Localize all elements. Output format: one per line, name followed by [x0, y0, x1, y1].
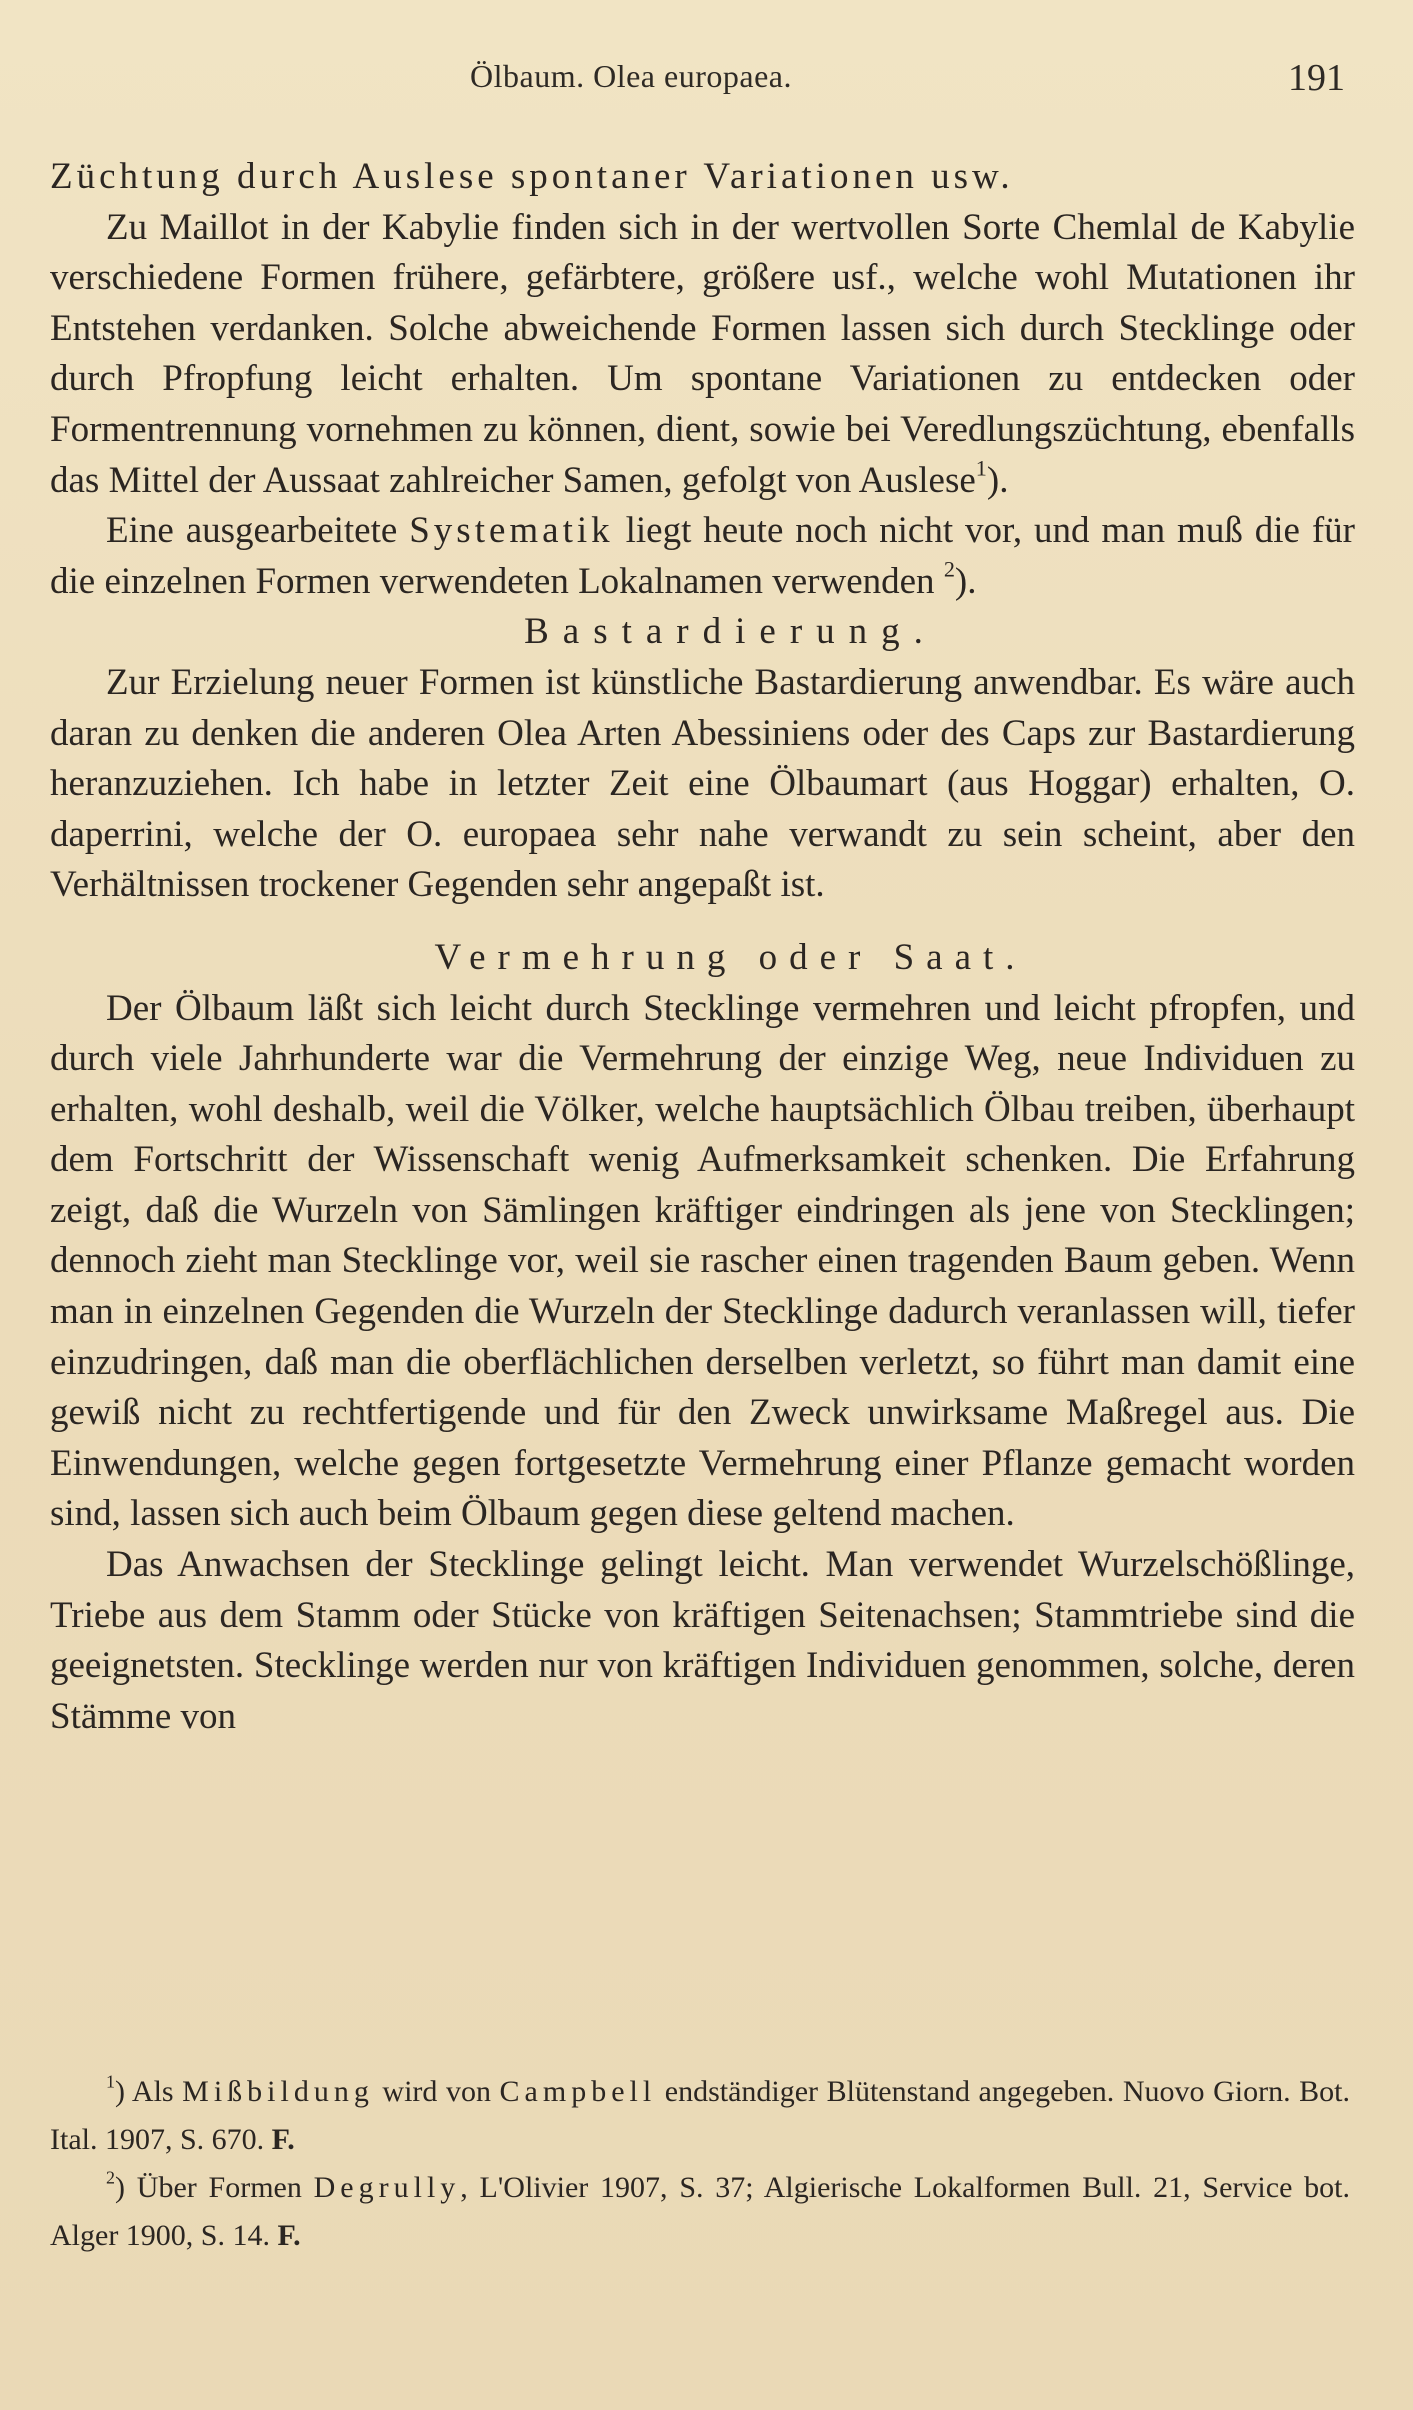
section-heading-bastardierung: Bastardierung. — [524, 611, 937, 653]
footnote-1-initial: F. — [271, 2123, 295, 2156]
footnote-ref-2: 2 — [943, 556, 955, 582]
footnote-2: $^2$) Über Formen Degrully, L'Olivier 1907, S. 37; Algierische Lokalformen Bull. 21, Service bot. Alger 1900, S. 14. F. — [50, 2167, 1350, 2252]
paragraph-maillot — [50, 203, 1355, 507]
paragraph-systematik-c: liegt heute noch nicht vor, und man muß die für die einzelnen Formen verwendeten Lokalnamen verwenden — [50, 510, 1355, 602]
footnote-1-a: Als — [131, 2075, 183, 2108]
paragraph-systematik-emph: Systematik — [409, 510, 614, 552]
footnote-2-a: Über Formen — [136, 2171, 314, 2204]
running-header: Ölbaum. Olea europaea. — [470, 58, 792, 94]
paragraph-systematik-a: Eine ausgearbeitete — [106, 510, 410, 552]
footnote-2-number: 2 — [106, 2167, 115, 2188]
footnote-1: $^1$) Als Mißbildung wird von Campbell endständiger Blütenstand angegeben. Nuovo Giorn. Bot. Ital. 1907, S. 670. F. — [50, 2071, 1350, 2156]
paragraph-systematik-end: ). — [954, 560, 977, 602]
main-text — [50, 152, 1355, 1742]
paragraph-systematik — [50, 506, 1355, 607]
footnote-ref-1: 1 — [975, 454, 987, 480]
footnote-1-author: Campbell — [499, 2075, 657, 2108]
paragraph-maillot-end: ). — [986, 459, 1009, 501]
paragraph-maillot-text: Zu Maillot in der Kabylie finden sich in der wertvollen Sorte Chemlal de Kabylie verschiedene Formen frühere, gefärbtere, größere usf., welche wohl Mutationen ihr Entstehen verdanken. Solche abweichende Formen lassen sich durch Stecklinge oder durch Pfropfung leicht erhalten. Um spontane Variationen zu entdecken oder Formentrennung vornehmen zu können, dient, sowie bei Veredlungszüchtung, ebenfalls das Mittel der Aussaat zahlreicher Samen, gefolgt von Auslese — [50, 206, 1355, 501]
footnote-2-author: Degrully — [313, 2171, 461, 2204]
footnote-2-initial: F. — [277, 2219, 301, 2252]
footnote-1-c: wird von — [373, 2075, 500, 2108]
paragraph-intro-line: Züchtung durch Auslese spontaner Variationen usw. — [50, 156, 1014, 197]
footnote-1-e: endständiger Blütenstand angegeben. Nuovo Giorn. Bot. Ital. 1907, S. 670. — [50, 2075, 1350, 2156]
paragraph-bastardierung: Zur Erzielung neuer Formen ist künstliche Bastardierung anwendbar. Es wäre auch daran zu denken die anderen Olea Arten Abessiniens oder des Caps zur Bastardierung heranzuziehen. Ich habe in letzter Zeit eine Ölbaumart (aus Hoggar) erhalten, O. daperrini, welche der O. europaea sehr nahe verwandt zu sein scheint, aber den Verhältnissen trockener Gegenden sehr angepaßt ist. — [50, 661, 1355, 906]
section-heading-vermehrung: Vermehrung oder Saat. — [434, 936, 1027, 978]
paragraph-vermehrung: Der Ölbaum läßt sich leicht durch Stecklinge vermehren und leicht pfropfen, und durch viele Jahrhunderte war die Vermehrung der einzige Weg, neue Individuen zu erhalten, wohl deshalb, weil die Völker, welche hauptsächlich Ölbau treiben, überhaupt dem Fortschritt der Wissenschaft wenig Aufmerksamkeit schenken. Die Erfahrung zeigt, daß die Wurzeln von Sämlingen kräftiger eindringen als jene von Stecklingen; dennoch zieht man Stecklinge vor, weil sie rascher einen tragenden Baum geben. Wenn man in einzelnen Gegenden die Wurzeln der Stecklinge dadurch veranlassen will, tiefer einzudringen, daß man die oberflächlichen derselben verletzt, so führt man damit eine gewiß nicht zu rechtfertigende und für den Zweck unwirksame Maßregel aus. Die Einwendungen, welche gegen fortgesetzte Vermehrung einer Pflanze gemacht worden sind, lassen sich auch beim Ölbaum gegen diese geltend machen. — [50, 987, 1355, 1535]
paragraph-stecklinge: Das Anwachsen der Stecklinge gelingt leicht. Man verwendet Wurzelschößlinge, Triebe aus dem Stamm oder Stücke von kräftigen Seitenachsen; Stammtriebe sind die geeignetsten. Stecklinge werden nur von kräftigen Individuen genommen, solche, deren Stämme von — [50, 1544, 1355, 1737]
page-number: 191 — [1288, 57, 1345, 99]
footnotes — [50, 2068, 1350, 2260]
footnote-1-number: 1 — [106, 2071, 115, 2092]
footnote-1-emph: Mißbildung — [182, 2075, 374, 2108]
footnote-2-c: , L'Olivier 1907, S. 37; Algierische Lokalformen Bull. 21, Service bot. Alger 1900, S. 14. — [50, 2171, 1350, 2252]
